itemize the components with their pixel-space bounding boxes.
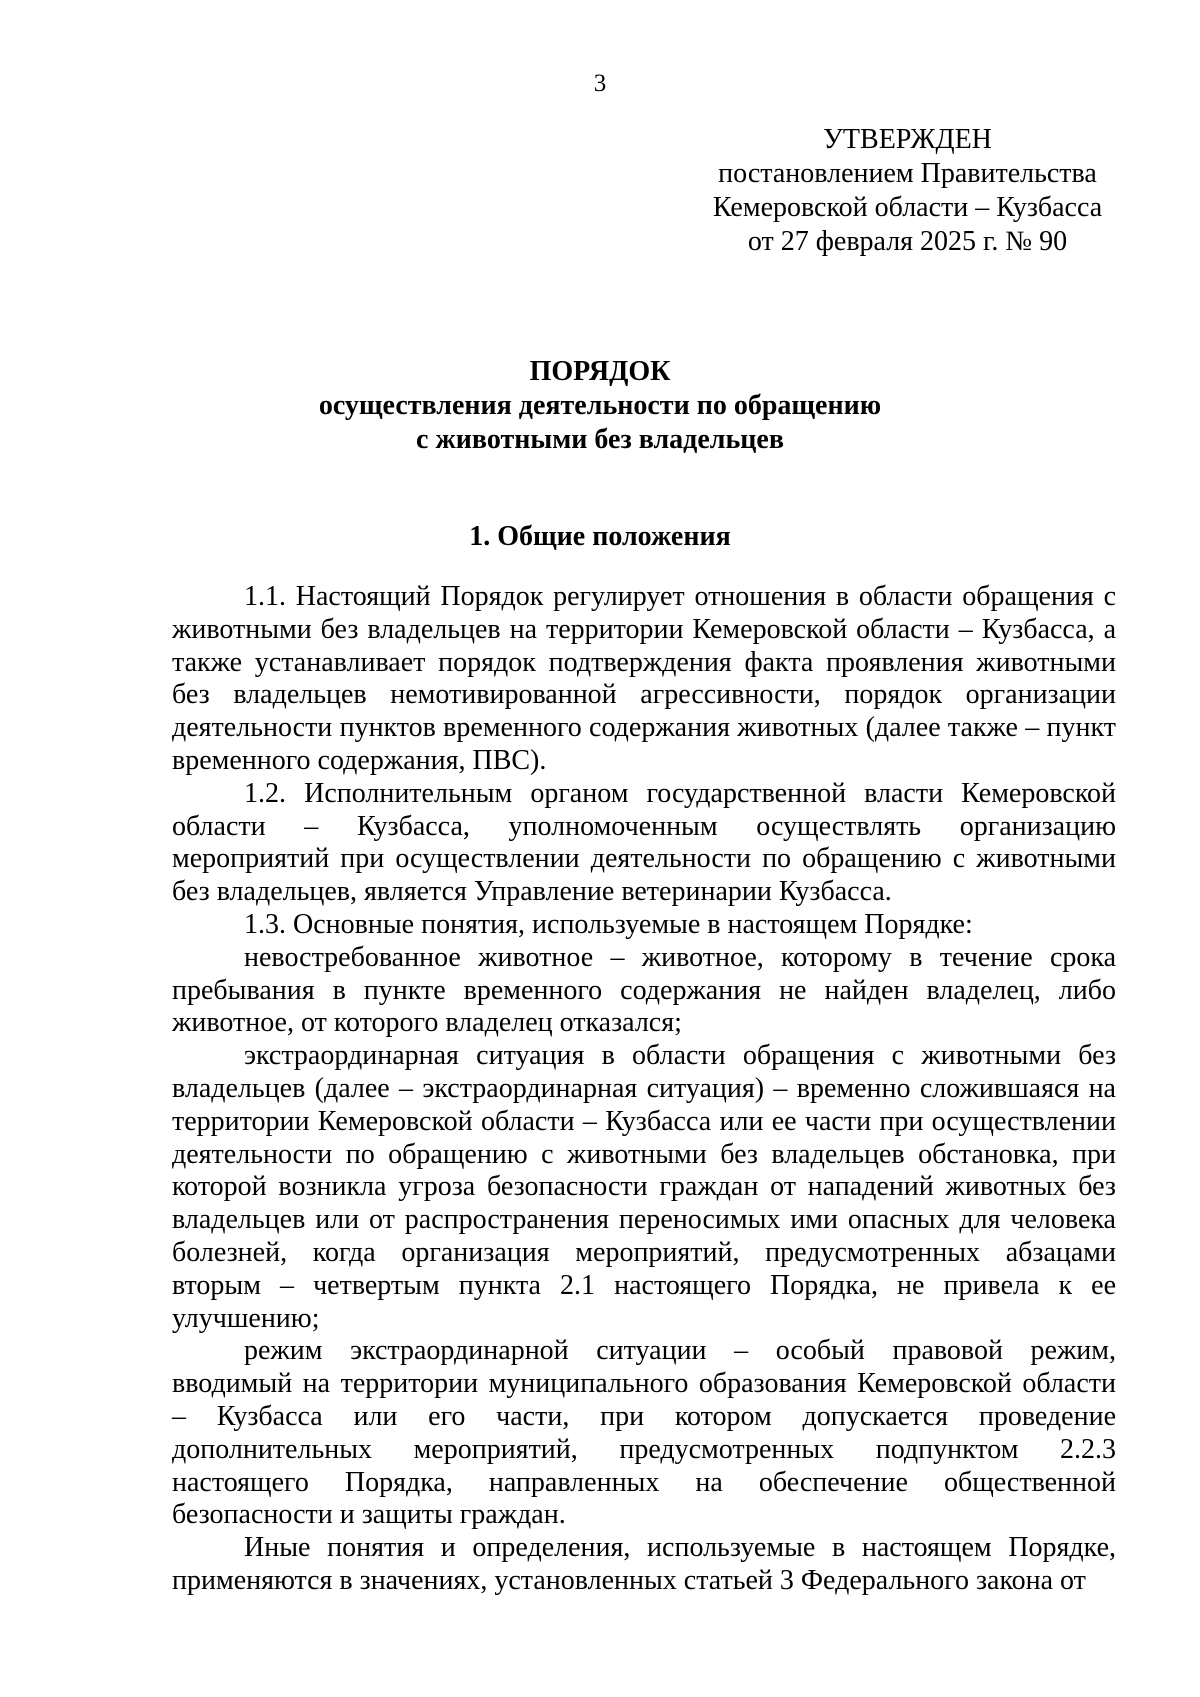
- approval-line: Кемеровской области – Кузбасса: [712, 192, 1103, 223]
- section-heading: 1. Общие положения: [469, 521, 731, 552]
- paragraph: невостребованное животное – животное, которому в течение срока пребывания в пункте временного содержания не найден владелец, либо животное, от которого владелец отказался;: [172, 941, 1116, 1039]
- approval-stamp: [700, 123, 1115, 259]
- page-number: 3: [593, 70, 607, 97]
- approval-line: от 27 февраля 2025 г. № 90: [747, 226, 1068, 257]
- paragraph: 1.2. Исполнительным органом государственной власти Кемеровской области – Кузбасса, уполномоченным осуществлять организацию мероприятий при осуществлении деятельности по обращению с животными без владельцев, является Управление ветеринарии Кузбасса.: [172, 777, 1116, 908]
- approval-line: постановлением Правительства: [718, 158, 1097, 189]
- paragraph: режим экстраординарной ситуации – особый правовой режим, вводимый на территории муниципального образования Кемеровской области – Кузбасса или его части, при котором допускается проведение дополнительных мероприятий, предусмотренных подпунктом 2.2.3 настоящего Порядка, направленных на обеспечение общественной безопасности и защиты граждан.: [172, 1335, 1116, 1531]
- title-line: осуществления деятельности по обращению: [318, 390, 882, 421]
- paragraph: 1.3. Основные понятия, используемые в настоящем Порядке:: [244, 908, 973, 940]
- title-line: ПОРЯДОК: [529, 356, 671, 387]
- document-body: [172, 581, 1116, 1598]
- document-title: [0, 355, 1200, 457]
- approval-line: УТВЕРЖДЕН: [823, 124, 992, 155]
- title-line: с животными без владельцев: [416, 424, 784, 455]
- paragraph: 1.1. Настоящий Порядок регулирует отношения в области обращения с животными без владельцев на территории Кемеровской области – Кузбасса, а также устанавливает порядок подтверждения факта проявления животными без владельцев немотивированной агрессивности, порядок организации деятельности пунктов временного содержания животных (далее также – пункт временного содержания, ПВС).: [172, 581, 1116, 776]
- paragraph: экстраординарная ситуация в области обращения с животными без владельцев (далее – экстраординарная ситуация) – временно сложившаяся на территории Кемеровской области – Кузбасса или ее части при осуществлении деятельности по обращению с животными без владельцев обстановка, при которой возникла угроза безопасности граждан от нападений животных без владельцев или от распространения переносимых ими опасных для человека болезней, когда организация мероприятий, предусмотренных абзацами вторым – четвертым пункта 2.1 настоящего Порядка, не привела к ее улучшению;: [172, 1040, 1116, 1334]
- paragraph: Иные понятия и определения, используемые в настоящем Порядке, применяются в значениях, установленных статьей 3 Федерального закона от: [172, 1532, 1116, 1596]
